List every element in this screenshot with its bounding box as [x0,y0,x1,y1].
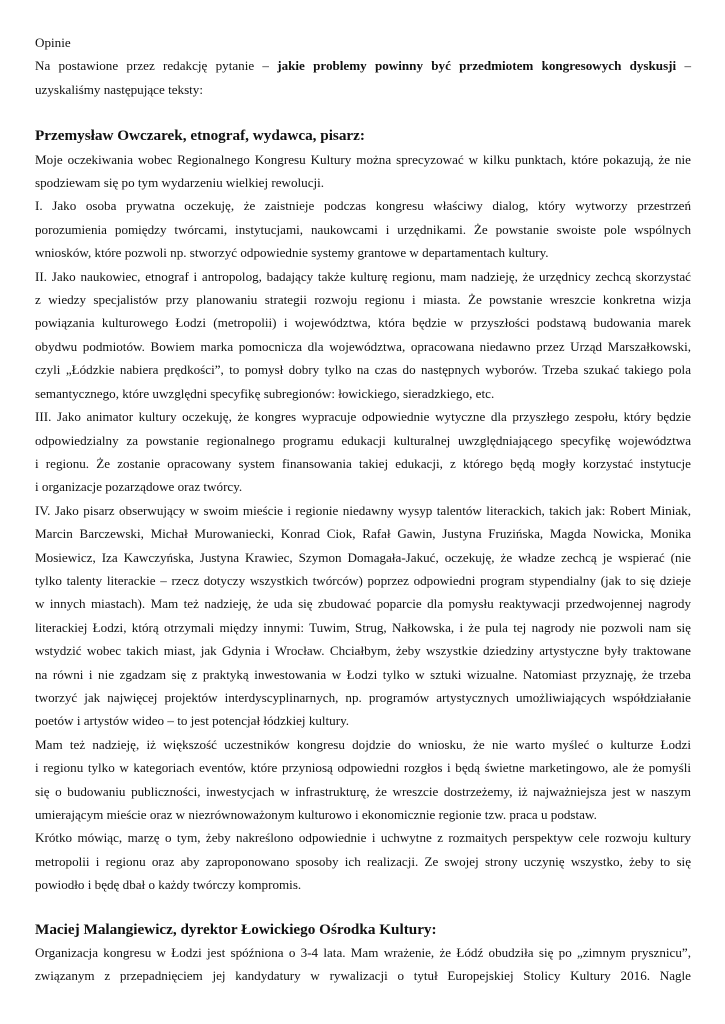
body-line: umierającym mieście oraz w niezrównoważonym kulturowo i ekonomicznie regionie tzw. praca u podstaw. [35,807,597,822]
body-line: tworzyć jak najwięcej projektów interdyscyplinarnych, np. programów artystycznych umożliwiających współdziałanie [35,689,691,705]
intro-question: jakie problemy powinny być przedmiotem kongresowych dyskusji [277,58,677,74]
body-line: i organizacje pozarządowe oraz twórcy. [35,479,243,495]
body-line: powiązania kulturowego Łodzi (metropolii) i województwa, która będzie w przyszłości podstawą budowania marek [35,315,691,331]
spacer [35,897,691,918]
body-line: związanym z przepadnięciem jej kandydatury w rywalizacji o tytuł Europejskiej Stolicy Kultury 2016. Nagle [35,968,691,984]
body-line: z wiedzy specjalistów przy planowaniu strategii rozwoju regionu i miasta. Że powstanie wreszcie konkretna wizja [35,292,691,308]
body-line: literackiej Łodzi, którą otrzymali między innymi: Tuwim, Strug, Nałkowska, i że pula tej nagrody nie pozwoli nam się [35,619,691,635]
body-line: metropolii i regionu oraz aby zaproponowano sposoby ich realizacji. Ze swojej strony uczynię wszystko, żeby to się [35,853,691,869]
body-line: w innych miastach). Mam też nadzieję, że uda się zbudować poparcie dla pomysłu reaktywacji przedwojennej nagrody [35,596,691,612]
body-line: czyli „Łódzkie nabiera prędkości”, to pomysł dobry tylko na czas do następnych wyborów. Trzeba szukać takiego pola [35,362,691,378]
body-line: Mam też nadzieję, iż większość uczestników kongresu dojdzie do wniosku, że nie warto myśleć o kulturze Łodzi [35,736,691,752]
spacer [35,101,691,124]
document-page [35,31,691,988]
intro-dash: – [684,58,691,74]
body-line: wstydzić wobec takich miast, jak Gdynia i Wrocław. Chciałbym, żeby wszystkie dziedziny artystyczne były traktowane [35,643,691,659]
body-line: na równi i nie zgadzam się z praktyką inwestowania w Łodzi tylko w sztuki wizualne. Natomiast przyznaję, że trzeba [35,666,691,682]
body-line: porozumienia pomiędzy twórcami, instytucjami, naukowcami i urzędnikami. Że powstanie swoiste pole wspólnych [35,221,691,237]
intro-line-2: uzyskaliśmy następujące teksty: [35,81,203,97]
intro-line-1 [35,54,691,77]
body-line: odpowiedzialny za powstanie regionalnego programu edukacji kulturalnej uwzględniającego specyfikę województwa [35,432,691,448]
body-line: spodziewam się po tym wydarzeniu wielkiej rewolucji. [35,175,325,191]
body-line: Moje oczekiwania wobec Regionalnego Kongresu Kultury można sprecyzować w kilku punktach, które pokazują, że nie [35,151,691,167]
intro-text: Na postawione przez redakcję pytanie – [35,58,269,74]
body-line: powiodło i będę dbał o każdy twórczy kompromis. [35,877,302,893]
body-line: II. Jako naukowiec, etnograf i antropolog, badający także kulturę regionu, mam nadzieję, że urzędnicy zechcą skorzystać [35,268,691,284]
section-label: Opinie [35,35,71,50]
body-line: semantycznego, które uwzględni specyfikę subregionów: łowickiego, sieradzkiego, etc. [35,385,495,401]
body-line: I. Jako osoba prywatna oczekuję, że zaistnieje podczas kongresu właściwy dialog, który wytworzy przestrzeń [35,198,691,214]
body-line: Marcin Barczewski, Michał Murowaniecki, Konrad Ciok, Rafał Gawin, Justyna Fruzińska, Magda Nowicka, Monika [35,526,691,542]
body-line: Mosiewicz, Iza Kawczyńska, Justyna Krawiec, Szymon Domagała-Jakuć, oczekuję, że władze zechcą je wspierać (nie [35,549,691,565]
body-line: obydwu podmiotów. Bowiem marka pomocnicza dla województwa, opracowana niedawno przez Urząd Marszałkowski, [35,338,691,354]
body-line: i regionu tylko w kategoriach eventów, które przyniosą odpowiedni rozgłos i będą świetne marketingowo, ale że pomyśli [35,760,691,776]
body-line: IV. Jako pisarz obserwujący w swoim mieście i regionie niedawny wysyp talentów literackich, takich jak: Robert Miniak, [35,502,691,518]
section-body-malangiewicz [35,941,691,988]
body-line: wniosków, które pozwoli np. stworzyć odpowiednie systemy grantowe w departamentach kultury. [35,245,549,261]
body-line: III. Jako animator kultury oczekuję, że kongres wypracuje odpowiednie wytyczne dla przyszłego zespołu, który będzie [35,409,691,425]
section-body-owczarek [35,148,691,897]
body-line: Krótko mówiąc, marzę o tym, żeby nakreślono odpowiednie i uchwytne z rozmaitych perspektyw cele rozwoju kultury [35,830,691,846]
body-line: się o budowaniu publiczności, inwestycjach w infrastrukturę, że wreszcie dostrzeżemy, iż najważniejsza jest w naszym [35,783,691,799]
body-line: Organizacja kongresu w Łodzi jest spóźniona o 3-4 lata. Mam wrażenie, że Łódź obudziła się po „zimnym prysznicu”, [35,945,691,961]
body-line: poetów i artystów wideo – to jest potencjał łódzkiej kultury. [35,713,350,729]
section-heading-owczarek: Przemysław Owczarek, etnograf, wydawca, pisarz: [35,127,365,145]
section-heading-malangiewicz: Maciej Malangiewicz, dyrektor Łowickiego Ośrodka Kultury: [35,920,437,938]
body-line: tylko talenty literackie – rzecz dotyczy wszystkich twórców) poprzez odpowiedni program stypendialny (jak to się dzieje [35,572,691,588]
body-line: i regionu. Że zostanie opracowany system finansowania takiej edukacji, z którego będą mogły korzystać instytucje [35,455,691,471]
